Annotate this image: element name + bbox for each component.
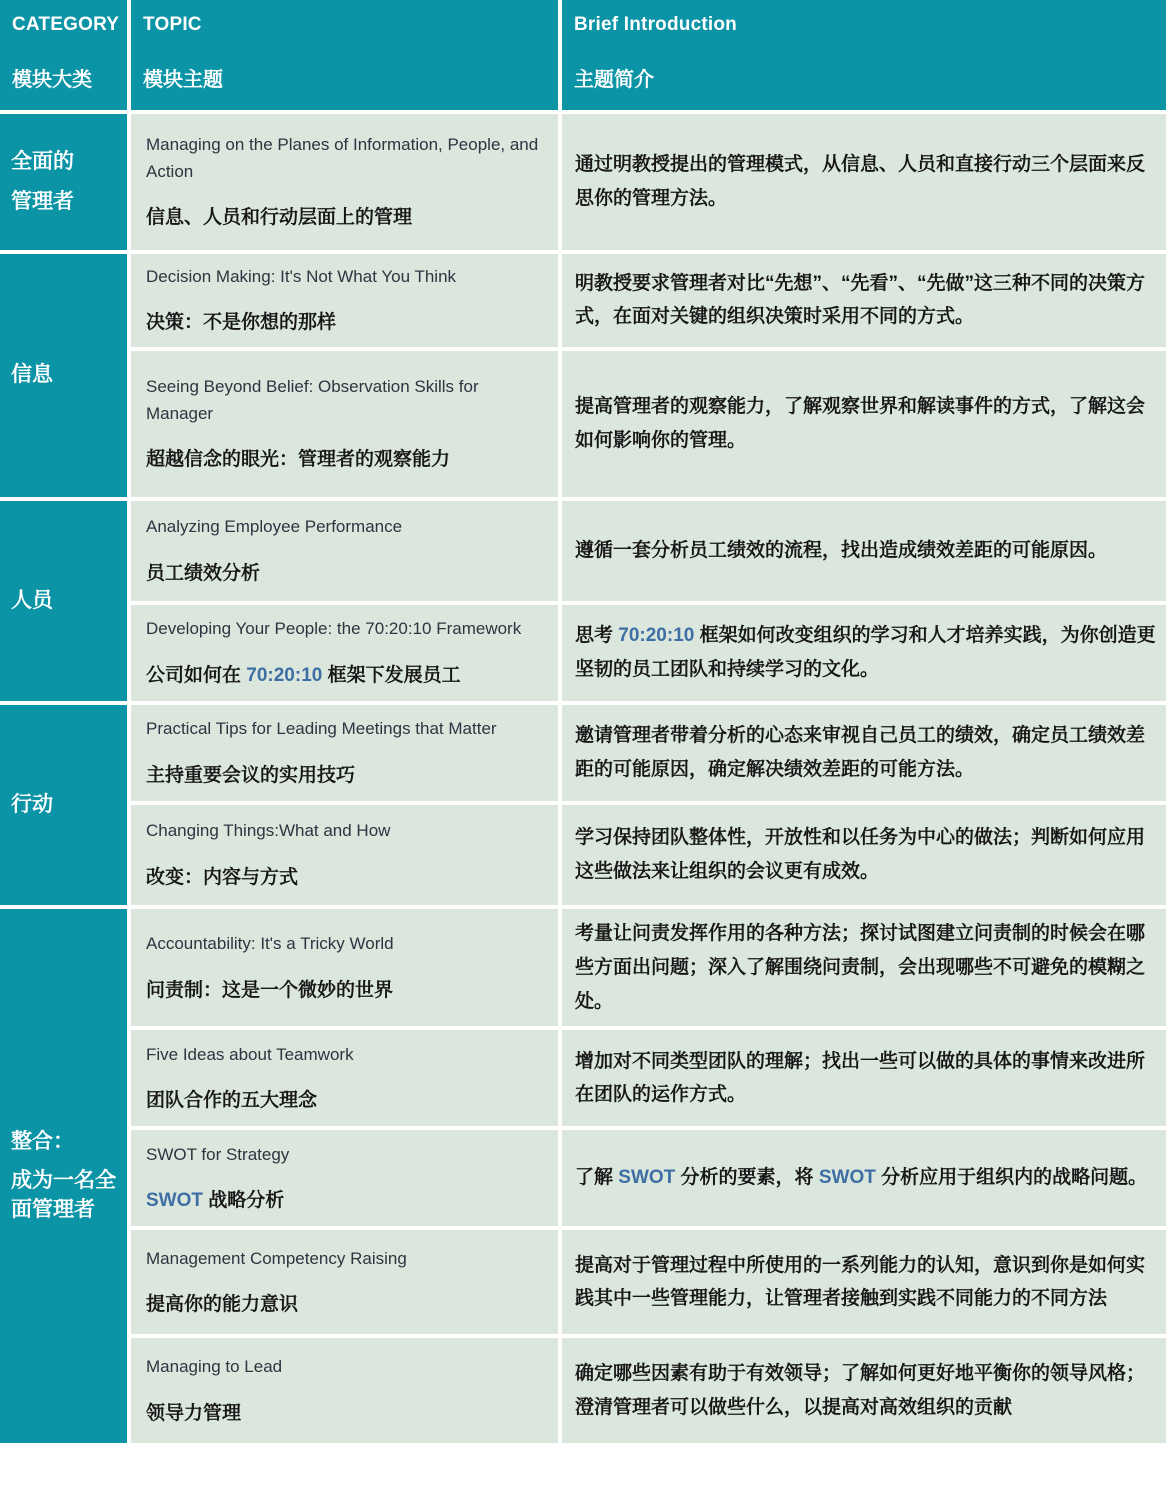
category-label: 人员	[11, 588, 53, 612]
topic-title-en: SWOT for Strategy	[146, 1144, 290, 1164]
header-category-zh: 模块大类	[12, 69, 92, 91]
topic-cell	[131, 1130, 562, 1230]
header-topic-en: TOPIC	[143, 14, 202, 35]
table-row	[0, 254, 1170, 351]
topic-cell	[131, 351, 562, 501]
intro-cell	[562, 605, 1170, 705]
table-row	[0, 114, 1170, 254]
intro-cell	[562, 1030, 1170, 1130]
category-label: 成为一名全面管理者	[11, 1169, 116, 1221]
intro-text: 思考 70:20:10 框架如何改变组织的学习和人才培养实践，为你创造更坚韧的员工团队和持续学习的文化。	[575, 625, 1156, 680]
intro-text: 了解 SWOT 分析的要素，将 SWOT 分析应用于组织内的战略问题。	[575, 1167, 1148, 1189]
category-label: 信息	[11, 363, 53, 387]
intro-text: 确定哪些因素有助于有效领导；了解如何更好地平衡你的领导风格；澄清管理者可以做些什么，以提高对高效组织的贡献	[575, 1363, 1146, 1418]
table-row	[0, 1338, 1170, 1447]
category-cell	[0, 909, 131, 1447]
topic-title-zh: 改变：内容与方式	[146, 866, 299, 888]
topic-cell	[131, 1338, 562, 1447]
topic-cell	[131, 805, 562, 909]
intro-cell	[562, 254, 1170, 351]
table-row	[0, 1230, 1170, 1338]
intro-cell	[562, 1130, 1170, 1230]
intro-cell	[562, 909, 1170, 1030]
topic-title-en: Managing on the Planes of Information, People, and Action	[146, 135, 539, 181]
header-topic-zh: 模块主题	[143, 69, 223, 91]
header-row	[0, 0, 1170, 114]
category-cell	[0, 501, 131, 705]
topic-cell	[131, 114, 562, 254]
intro-text: 增加对不同类型团队的理解；找出一些可以做的具体的事情来改进所在团队的运作方式。	[575, 1050, 1146, 1106]
intro-cell	[562, 805, 1170, 909]
intro-cell	[562, 705, 1170, 805]
header-category-en: CATEGORY	[12, 14, 120, 35]
topic-cell	[131, 501, 562, 605]
topic-cell	[131, 705, 562, 805]
intro-text: 考量让问责发挥作用的各种方法；探讨试图建立问责制的时候会在哪些方面出问题；深入了解围绕问责制，会出现哪些不可避免的模糊之处。	[575, 922, 1146, 1012]
topic-title-zh: 领导力管理	[146, 1402, 242, 1424]
intro-text: 明教授要求管理者对比“先想”、“先看”、“先做”这三种不同的决策方式，在面对关键的组织决策时采用不同的方式。	[575, 272, 1146, 328]
topic-title-zh: 主持重要会议的实用技巧	[146, 764, 356, 786]
table-row	[0, 909, 1170, 1030]
header-intro-cell	[562, 0, 1170, 114]
category-label: 全面的	[11, 150, 74, 174]
topic-title-en: Five Ideas about Teamwork	[146, 1044, 354, 1064]
table-row	[0, 805, 1170, 909]
category-label: 行动	[11, 792, 53, 816]
header-intro-zh: 主题简介	[574, 69, 654, 91]
topic-title-en: Decision Making: It's Not What You Think	[146, 267, 457, 286]
intro-text: 通过明教授提出的管理模式，从信息、人员和直接行动三个层面来反思你的管理方法。	[575, 154, 1146, 209]
intro-text: 学习保持团队整体性，开放性和以任务为中心的做法；判断如何应用这些做法来让组织的会议更有成效。	[575, 827, 1146, 882]
intro-cell	[562, 351, 1170, 501]
topic-cell	[131, 605, 562, 705]
category-cell	[0, 705, 131, 909]
topic-title-zh: 问责制：这是一个微妙的世界	[146, 979, 394, 1001]
intro-text: 遵循一套分析员工绩效的流程，找出造成绩效差距的可能原因。	[575, 540, 1108, 562]
topic-title-en: Accountability: It's a Tricky World	[146, 934, 394, 954]
topic-title-en: Changing Things:What and How	[146, 821, 391, 841]
table-row	[0, 501, 1170, 605]
topic-title-en: Seeing Beyond Belief: Observation Skills for Manager	[146, 377, 479, 423]
topic-cell	[131, 254, 562, 351]
topic-title-en: Developing Your People: the 70:20:10 Framework	[146, 619, 522, 639]
topic-title-en: Practical Tips for Leading Meetings that Matter	[146, 719, 497, 739]
topic-cell	[131, 909, 562, 1030]
topic-title-zh: 信息、人员和行动层面上的管理	[146, 207, 413, 229]
intro-text: 提高对于管理过程中所使用的一系列能力的认知，意识到你是如何实践其中一些管理能力，让管理者接触到实践不同能力的不同方法	[575, 1254, 1146, 1310]
intro-cell	[562, 1338, 1170, 1447]
header-topic-cell	[131, 0, 562, 114]
topic-title-zh: SWOT 战略分析	[146, 1190, 285, 1212]
topic-title-en: Managing to Lead	[146, 1357, 283, 1377]
intro-cell	[562, 501, 1170, 605]
header-category-cell	[0, 0, 131, 114]
table-row	[0, 1030, 1170, 1130]
table-row	[0, 1130, 1170, 1230]
intro-cell	[562, 114, 1170, 254]
category-label: 管理者	[11, 189, 74, 213]
topic-title-en: Management Competency Raising	[146, 1248, 407, 1268]
table-row	[0, 351, 1170, 501]
topic-title-zh: 团队合作的五大理念	[146, 1090, 318, 1112]
table-row	[0, 705, 1170, 805]
topic-title-zh: 员工绩效分析	[146, 562, 261, 584]
topic-title-zh: 提高你的能力意识	[146, 1294, 299, 1316]
category-cell	[0, 254, 131, 501]
intro-text: 邀请管理者带着分析的心态来审视自己员工的绩效，确定员工绩效差距的可能原因，确定解决绩效差距的可能方法。	[575, 725, 1146, 780]
topic-cell	[131, 1030, 562, 1130]
topic-cell	[131, 1230, 562, 1338]
topic-title-zh: 公司如何在 70:20:10 框架下发展员工	[146, 664, 461, 686]
intro-text: 提高管理者的观察能力，了解观察世界和解读事件的方式，了解这会如何影响你的管理。	[575, 396, 1146, 451]
topic-title-zh: 超越信念的眼光：管理者的观察能力	[146, 448, 451, 470]
table-row	[0, 605, 1170, 705]
intro-cell	[562, 1230, 1170, 1338]
category-label: 整合：	[11, 1130, 74, 1154]
header-intro-en: Brief Introduction	[574, 14, 737, 35]
topic-title-zh: 决策：不是你想的那样	[146, 312, 337, 334]
category-cell	[0, 114, 131, 254]
topic-title-en: Analyzing Employee Performance	[146, 517, 403, 537]
